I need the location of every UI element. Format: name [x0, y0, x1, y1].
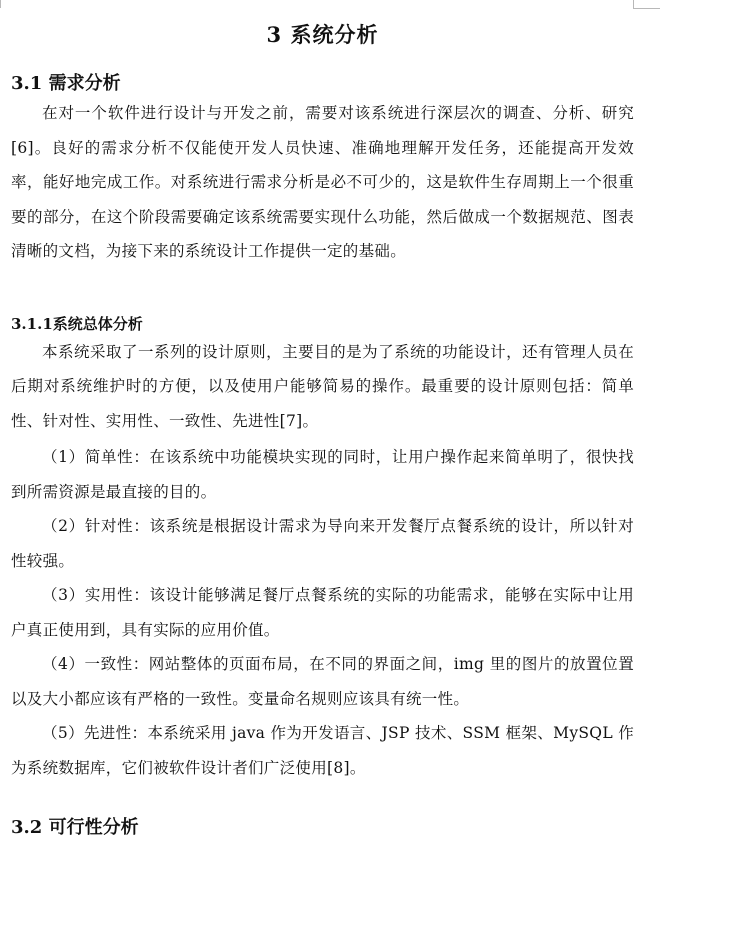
paragraph-principle-consistency: （4）一致性：网站整体的页面布局，在不同的界面之间，img 里的图片的放置位置以及大小都应该有严格的一致性。变量命名规则应该具有统一性。: [11, 655, 634, 708]
paragraph-principle-pertinence: （2）针对性：该系统是根据设计需求为导向来开发餐厅点餐系统的设计，所以针对性较强。: [11, 517, 634, 570]
paragraph-principle-practicality: （3）实用性：该设计能够满足餐厅点餐系统的实际的功能需求，能够在实际中让用户真正使用到，具有实际的应用价值。: [11, 586, 634, 639]
paragraph-requirements-intro: 在对一个软件进行设计与开发之前，需要对该系统进行深层次的调查、分析、研究[6]。良好的需求分析不仅能使开发人员快速、准确地理解开发任务，还能提高开发效率，能好地完成工作。对系统进行需求分析是必不可少的，这是软件生存周期上一个很重要的部分，在这个阶段需要确定该系统需要实现什么功能，然后做成一个数据规范、图表清晰的文档，为接下来的系统设计工作提供一定的基础。: [11, 104, 634, 260]
section-heading-requirements: 3.1 需求分析: [11, 73, 121, 94]
paragraph-design-principles: 本系统采取了一系列的设计原则，主要目的是为了系统的功能设计，还有管理人员在后期对系统维护时的方便，以及使用户能够简易的操作。最重要的设计原则包括：简单性、针对性、实用性、一致性、先进性[7]。: [11, 342, 634, 430]
page-corner-mark-right: [633, 0, 660, 9]
page-corner-mark-left: [0, 0, 1, 8]
document-page: [11, 16, 634, 845]
chapter-title: 3 系统分析: [266, 22, 379, 47]
paragraph-principle-simplicity: （1）简单性：在该系统中功能模块实现的同时，让用户操作起来简单明了，很快找到所需资源是最直接的目的。: [11, 448, 634, 501]
section-heading-overall-analysis: 3.1.1系统总体分析: [11, 314, 143, 333]
section-heading-feasibility: 3.2 可行性分析: [11, 817, 139, 838]
paragraph-principle-advancement: （5）先进性：本系统采用 java 作为开发语言、JSP 技术、SSM 框架、MySQL 作为系统数据库，它们被软件设计者们广泛使用[8]。: [11, 724, 634, 777]
